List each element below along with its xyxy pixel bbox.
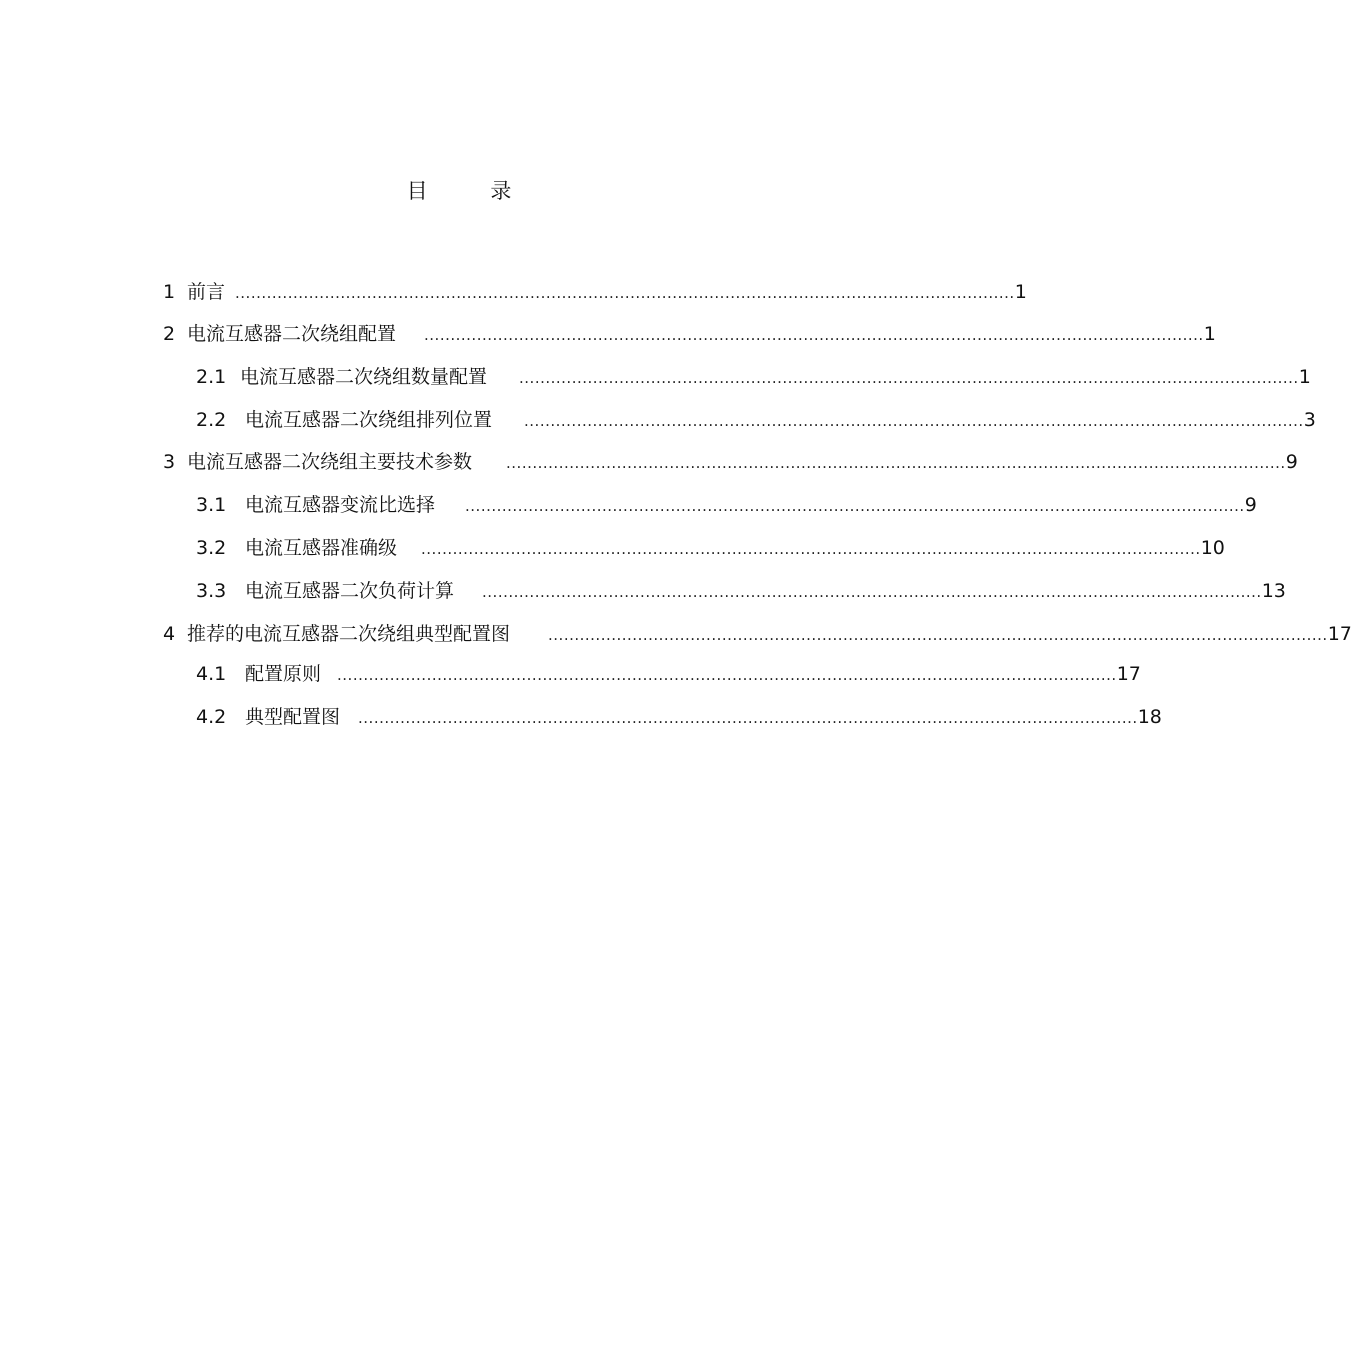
toc-label: 电流互感器准确级 <box>245 537 398 559</box>
toc-entry-3-3[interactable] <box>196 577 1286 605</box>
toc-entry-3-2[interactable] <box>196 534 1225 562</box>
toc-leader-dots: .................................................................................................................................................... <box>421 540 1201 558</box>
toc-page-number: 18 <box>1137 706 1162 728</box>
toc-entry-4[interactable] <box>163 620 1352 648</box>
toc-entry-4-2[interactable] <box>196 703 1162 731</box>
toc-entry-1[interactable] <box>163 278 1027 306</box>
toc-page-number: 9 <box>1285 451 1298 473</box>
toc-leader-dots: .................................................................................................................................................... <box>358 709 1138 727</box>
toc-number: 1 <box>163 281 176 303</box>
toc-leader-dots: .................................................................................................................................................... <box>506 454 1286 472</box>
toc-label: 配置原则 <box>245 663 322 685</box>
toc-page-number: 17 <box>1327 623 1352 645</box>
toc-number: 2.2 <box>196 409 227 431</box>
toc-page-number: 1 <box>1298 366 1311 388</box>
toc-page-number: 10 <box>1200 537 1225 559</box>
toc-label: 电流互感器变流比选择 <box>245 494 436 516</box>
toc-number: 3.1 <box>196 494 227 516</box>
toc-label: 电流互感器二次绕组排列位置 <box>245 409 493 431</box>
toc-leader-dots: .................................................................................................................................................... <box>524 412 1304 430</box>
page-title: 目 录 <box>406 179 540 203</box>
toc-label: 电流互感器二次负荷计算 <box>245 580 455 602</box>
toc-leader-dots: .................................................................................................................................................... <box>482 583 1262 601</box>
toc-entry-2-2[interactable] <box>196 406 1316 434</box>
toc-page-number: 13 <box>1261 580 1286 602</box>
toc-page-number: 1 <box>1203 323 1216 345</box>
toc-leader-dots: .................................................................................................................................................... <box>519 369 1299 387</box>
toc-number: 4.1 <box>196 663 227 685</box>
toc-page-number: 9 <box>1244 494 1257 516</box>
toc-number: 2.1 <box>196 366 227 388</box>
toc-entry-2[interactable] <box>163 320 1216 348</box>
toc-number: 4.2 <box>196 706 227 728</box>
toc-entry-2-1[interactable] <box>196 363 1311 391</box>
toc-label: 电流互感器二次绕组数量配置 <box>240 366 488 388</box>
toc-page-number: 17 <box>1116 663 1141 685</box>
toc-leader-dots: .................................................................................................................................................... <box>424 326 1204 344</box>
toc-number: 2 <box>163 323 176 345</box>
toc-entry-3-1[interactable] <box>196 491 1257 519</box>
toc-entry-3[interactable] <box>163 448 1298 476</box>
toc-label: 典型配置图 <box>245 706 341 728</box>
toc-leader-dots: .................................................................................................................................................... <box>337 666 1117 684</box>
toc-leader-dots: .................................................................................................................................................... <box>235 284 1015 302</box>
toc-page-number: 1 <box>1014 281 1027 303</box>
toc-label: 推荐的电流互感器二次绕组典型配置图 <box>187 623 511 645</box>
toc-label: 前言 <box>187 281 226 303</box>
toc-leader-dots: .................................................................................................................................................... <box>465 497 1245 515</box>
toc-page-number: 3 <box>1303 409 1316 431</box>
toc-leader-dots: .................................................................................................................................................... <box>548 626 1328 644</box>
toc-number: 4 <box>163 623 176 645</box>
toc-label: 电流互感器二次绕组主要技术参数 <box>187 451 473 473</box>
toc-number: 3 <box>163 451 176 473</box>
toc-label: 电流互感器二次绕组配置 <box>187 323 397 345</box>
toc-number: 3.3 <box>196 580 227 602</box>
toc-number: 3.2 <box>196 537 227 559</box>
toc-entry-4-1[interactable] <box>196 660 1141 688</box>
